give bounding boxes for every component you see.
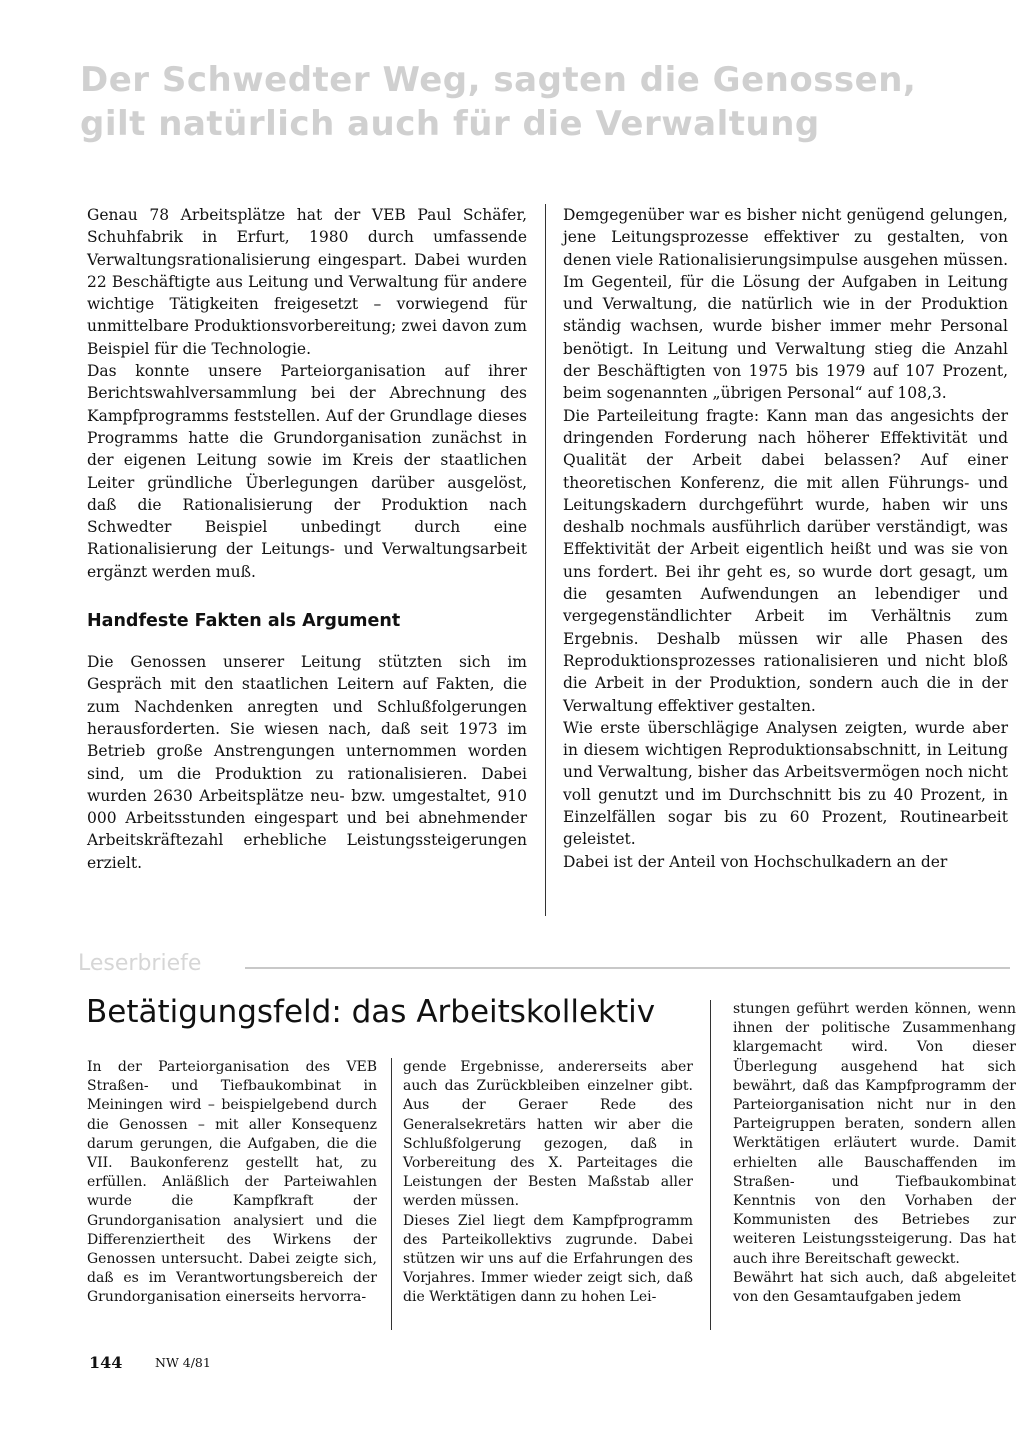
letter-column-1 [87,1058,377,1308]
section-label: Leserbriefe [78,951,202,976]
paragraph: Die Genossen unserer Leitung stützten sich im Gespräch mit den staatlichen Leitern auf Fakten, die zum Nachdenken anregten und Schlußfolgerungen herausforderten. Sie wiesen nach, daß seit 1973 im Betrieb große Anstrengungen unternommen worden sind, um die Produktion zu rationalisieren. Dabei wurden 2630 Arbeitsplätze neu- bzw. umgestaltet, 910 000 Arbeitsstunden eingespart und bei abnehmender Arbeitskräftezahl erhebliche Leistungssteigerungen erzielt. [87,653,527,872]
letter-title: Betätigungsfeld: das Arbeitskollektiv [86,994,656,1030]
page-number: 144 [89,1353,123,1372]
paragraph: In der Parteiorganisation des VEB Straßen- und Tiefbaukombinat in Meiningen wird – beispielgebend durch die Genossen – mit aller Konsequenz darum gerungen, die Aufgaben, die die VII. Baukonferenz gestellt hat, zu erfüllen. Anläßlich der Parteiwahlen wurde die Kampfkraft der Grundorganisation analysiert und die Differenziertheit des Wirkens der Genossen untersucht. Dabei zeigte sich, daß es im Verantwortungsbereich der Grundorganisation einerseits hervorra- [87,1059,377,1306]
paragraph: Dabei ist der Anteil von Hochschulkadern an der [563,852,948,871]
column-divider [710,1000,711,1330]
headline-line-2: gilt natürlich auch für die Verwaltung [80,104,820,144]
letter-column-3 [733,1000,1016,1307]
paragraph: Bewährt hat sich auch, daß abgeleitet von den Gesamtaufgaben jedem [733,1269,1016,1306]
paragraph: Die Parteileitung fragte: Kann man das angesichts der dringenden Forderung nach höherer Effektivität und Qualität der Arbeit dabei belassen? Auf einer theoretischen Konferenz, die mit allen Führungs- und Leitungskadern durchgeführt wurde, haben wir uns deshalb nochmals ausführlich darüber verständigt, was Effektivität der Arbeit eigentlich heißt und was sie von uns fordert. Bei ihr geht es, so wurde dort gesagt, um die gesamten Aufwendungen an lebendiger und vergegenständlichter Arbeit im Verhältnis zum Ergebnis. Deshalb müssen wir alle Phasen des Reproduktionsprozesses rationalisieren und nicht bloß die Arbeit in der Produktion, sondern auch die in der Verwaltung effektiver gestalten. [563,406,1008,715]
column-divider [545,204,546,916]
paragraph: gende Ergebnisse, andererseits aber auch das Zurückbleiben einzelner gibt. Aus der Geraer Rede des Generalsekretärs hatten wir aber die Schlußfolgerung gezogen, daß in Vorbereitung des X. Parteitages die Leistungen der Besten Maßstab aller werden müssen. [403,1059,693,1210]
section-divider [245,967,1010,969]
paragraph: Das konnte unsere Parteiorganisation auf ihrer Berichtswahlversammlung bei der Abrechnung des Kampfprogramms feststellen. Auf der Grundlage dieses Programms hatte die Grundorganisation zunächst in der eigenen Leitung sowie im Kreis der staatlichen Leiter gründliche Überlegungen darüber ausgelöst, daß die Rationalisierung der Produktion nach Schwedter Beispiel unbedingt durch eine Rationalisierung der Leitungs- und Verwaltungsarbeit ergänzt werden muß. [87,362,527,581]
article-column-1 [87,204,527,874]
article-headline [80,58,1010,146]
issue-label: NW 4/81 [155,1355,211,1370]
paragraph: Wie erste überschlägige Analysen zeigten, wurde aber in diesem wichtigen Reproduktionsabschnitt, in Leitung und Verwaltung, bisher das Arbeitsvermögen noch nicht voll genutzt und im Durchschnitt bis zu 40 Prozent, in Einzelfällen sogar bis zu 60 Prozent, Routinearbeit geleistet. [563,718,1008,849]
article-subheading: Handfeste Fakten als Argument [87,611,401,632]
paragraph: Demgegenüber war es bisher nicht genügend gelungen, jene Leitungsprozesse effektiver zu gestalten, von denen viele Rationalisierungsimpulse ausgehen müssen. Im Gegenteil, für die Lösung der Aufgaben in Leitung und Verwaltung, die natürlich wie in der Produktion ständig wachsen, wurde bisher immer mehr Personal benötigt. In Leitung und Verwaltung stieg die Anzahl der Beschäftigten von 1975 bis 1979 auf 107 Prozent, beim sogenannten „übrigen Personal“ auf 108,3. [563,206,1008,403]
paragraph: Dieses Ziel liegt dem Kampfprogramm des Parteikollektivs zugrunde. Dabei stützen wir uns auf die Erfahrungen des Vorjahres. Immer wieder zeigt sich, daß die Werktätigen dann zu hohen Lei- [403,1212,693,1306]
headline-line-1: Der Schwedter Weg, sagten die Genossen, [80,60,917,100]
article-column-2 [563,204,1008,873]
paragraph: Genau 78 Arbeitsplätze hat der VEB Paul Schäfer, Schuhfabrik in Erfurt, 1980 durch umfassende Verwaltungsrationalisierung eingespart. Dabei wurden 22 Beschäftigte aus Leitung und Verwaltung für andere wichtige Tätigkeiten freigesetzt – vorwiegend für unmittelbare Produktionsvorbereitung; zwei davon zum Beispiel für die Technologie. [87,206,527,358]
column-divider [391,1058,392,1330]
letter-column-2 [403,1058,693,1308]
paragraph: stungen geführt werden können, wenn ihnen der politische Zusammenhang klargemacht wird. Von dieser Überlegung ausgehend hat sich bewährt, daß das Kampfprogramm der Parteiorganisation nicht nur in den Parteigruppen beraten, sondern allen Werktätigen erläutert wurde. Damit erhielten alle Bauschaffenden im Straßen- und Tiefbaukombinat Kenntnis von den Vorhaben der Kommunisten des Betriebes zur weiteren Leistungssteigerung. Das hat auch ihre Bereitschaft geweckt. [733,1001,1016,1267]
